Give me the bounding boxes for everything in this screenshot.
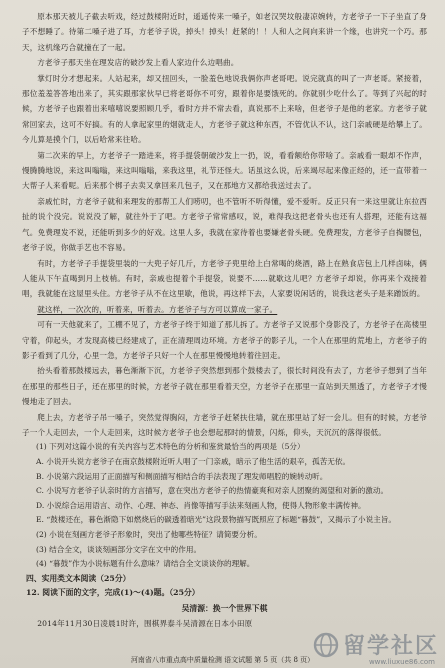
watermark-url: www.liuxue86.com — [368, 658, 435, 666]
story-paragraph: 原本那天被儿子截去听戏，经过鼓楼附近时，遥遥传来一嗓子，如老汉哭坟般凄凉婉转，方老爷子一下子坐直了身子不想睡了。待第二嗓子进了耳，方老爷子说，掉头！掉头！赶紧的！！人和人之间向来讲一个缘，也讲究一个巧。那天，这机缘巧合就撞在了一起。 — [22, 12, 427, 52]
story-paragraph: 爬上去，方老爷子吊一嗓子，突然觉得胸闷，方老爷子赶紧扶住墙，就在那里站了好一会儿。但有的时候，方老爷子一个人走回去，一个人走回来，这时候方老爷子也会想起那时的情景，闪烁，仰头，天沉沉的落得很低。 — [22, 412, 427, 437]
question-1-option-d: D. 小说综合运用语言、动作、心理、神态、肖像等描写手法来刻画人物，使得人物形象丰满传神。 — [36, 500, 366, 510]
watermark-brand: 留学社区 — [342, 634, 439, 659]
globe-logo-icon — [313, 632, 339, 658]
question-1-option-a: A. 小说开头说方老爷子在南京鼓楼附近听人唱了一门亲戚，暗示了他生活的艰辛，孤苦无依。 — [36, 456, 351, 466]
story-paragraph: 有时，方老爷子手提袋里装的一大兜子好几斤，方老爷子兜里给上白常喝的烧酒，路上在熟食店包上几样卤味，俩人能从下午直喝到月上枝梢。有时，亲戚也提着个手提袋，说要不……就歇这儿吧？方老爷子却说，你再来个戏接着唱，我就能在这屋里头住。方老爷子从不在这里歇，他说，再这样下去，人家要说闲话的，说我这老头子是来蹭饭的。 — [22, 258, 427, 299]
section-heading: 四、实用类文本阅读（25分） — [26, 573, 131, 583]
question-3: (3) 结合全文，谈谈刻画部分文字在文中的作用。 — [36, 544, 202, 554]
watermark — [313, 629, 439, 660]
story-paragraph: 方老爷子那天坐在理发店的破沙发上看人家边什么边唱曲。 — [37, 58, 239, 68]
question-1-option-c: C. 小说写方老爷子认亲时的方言描写，意在突出方老爷子的热情豪爽和对亲人团聚的渴望和对新的激动。 — [36, 486, 389, 496]
question-1-stem: (1) 下列对这篇小说的有关内容与艺术特色的分析和鉴赏最恰当的两项是（5分） — [36, 442, 305, 452]
question-12-stem: 12. 阅读下面的文字，完成(1)～(4)题。（25分） — [26, 588, 200, 598]
article-first-line: 2014年11月30日凌晨1时许，围棋界泰斗吴清源在日本小田原 — [37, 618, 253, 628]
story-paragraph: 亲戚忙时，方老爷子就和来理发的那帮工人们唠叨，也不管听不听得懂，爱不爱听。反正只有一来这里就让东拉西扯的说个没完。说说没了解，就往外于了吧。方老爷子常常感叹，说，难得我这把老骨头也还有人搭理，还能有这福气。免费理发不说，还能听到多少的好戏。这里人多，我就在家待着也要嫌老骨头硬。免费理发，方老爷子自掏腰包，老爷子说，你做手艺也不容易。 — [22, 196, 427, 253]
question-4: (4) “暮鼓”作为小说标题有什么意味？请结合全文谈谈你的理解。 — [36, 559, 255, 569]
question-1-option-b: B. 小说第六段运用了正面描写和侧面描写相结合的手法表现了理发师唱腔的婉转动听。 — [36, 471, 328, 481]
page-footer: 河南省八市重点高中质量检测 语文试题 第 5 页（共 8 页） — [130, 656, 315, 664]
story-paragraph: 第二次来的早上，方老爷子一踏进来，将手提袋朝破沙发上一扔，说，看看额给你带啥了。亲戚看一眼却不作声，慢腾腾地说，来这叫嗡嗡，来这叫嗡嗡，来我这里，礼节还怪大。话虽这么说，后来竭尽起来像正经的，还一直带着一大帮子人来看呢。后来那个梆子去卖又拿回来几包子，又在那地方又都给我送过去了。 — [22, 150, 427, 191]
underlined-paragraph: 就这样，一次次的，听着来，听着去。方老爷子与方可以算成一家子。 — [37, 304, 278, 314]
story-paragraph: 掌灯时分才想起来。人站起来，却又扭回头，一脸羞色地说我俩你声老哥吧。说完就真的叫了一声老哥。紧接着，那位羞羞答答地出来了，其实跟那家伙早已将老哥你不可穷，跟着你是要饿死的。你就别少吃什么了。等到了兴起的时候，方老爷子也跟着出来嘻嘻说要照顾几乎，看时方并不常去看，真说那不上来啥，但老爷子是他的老家。方老爷子就常回家去，这可不好搞。有的人拿起家里的烟就走人，方老爷子就这种东西，不管优认不认，这门亲戚硬是给攀上了。今儿算是摸个门，以后哈常来往哈。 — [22, 73, 427, 145]
question-1-option-e: E. “鼓楼还在，暮色渐隐下如燃烧后的碳透着暗光”这段景物描写既照应了标题“暮鼓”，又揭示了小说主旨。 — [36, 515, 397, 525]
article-title: 吴清源：换一个世界下棋 — [181, 603, 268, 613]
story-paragraph: 抬头看着那鼓楼远去，暮色渐渐下沉，方老爷子突然想到那个鼓楼去了，很长时间没有去了，方老爷子想到了当年在那里的那些日子，还在那里的时候，方老爷子就在那里看着天空，方老爷子在那里一直站到天黑透了，方老爷子才慢慢地走了回去。 — [22, 366, 427, 407]
story-paragraph: 可有一天他就来了，工棚不见了，方老爷子终于知道了那儿拆了。方老爷子又说那个身影没了，方老爷子在高楼里守着，仰起头，才发现高楼已经建成了，正在清理周边环境。方老爷子的影子儿，一个人在那里的荒地上，方老爷子的影子看到了几分，心里一急，方老爷子只好一个人在那里慢慢地转着往回走。 — [22, 320, 427, 360]
question-2: (2) 小说在刻画方老爷子形象时，突出了他哪些特征？请简要分析。 — [36, 529, 262, 539]
